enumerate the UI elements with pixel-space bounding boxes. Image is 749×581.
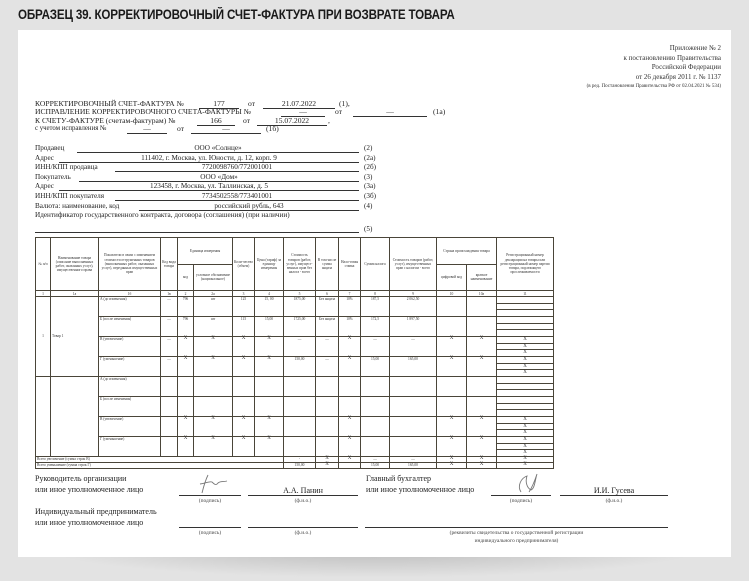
cell-c10 [437,397,467,417]
col-header-country-code: цифровой код [437,264,467,291]
cell-c8: 187,5 [361,297,390,317]
col-header-indicators: Показатели в связи с изменением стоимости отгруженных товаров (выполненных работ, оказанных услуг), переданных имущественных прав [99,238,161,291]
cell-c8: — [361,337,390,357]
head-signature-caption: (подпись) [198,498,222,504]
cell-c3: X [233,417,255,437]
totals-c9: 165,00 [390,463,437,469]
totals-c5: 150,00 [284,463,316,469]
declaration-subcell: X [523,350,527,356]
table-row [36,337,554,357]
seller-value: ООО «Солнце» [77,144,359,153]
cell-c9 [390,377,437,397]
col-header-tax-sum: Сумма налога [361,238,390,291]
cell-c8 [361,397,390,417]
col-header-unit-symbol: условное обозначение (национальное) [194,264,233,291]
cell-c2a [194,397,233,417]
totals-c9: — [390,457,437,463]
cell-c8 [361,417,390,437]
ip-registration-caption-line2: индивидуального предпринимателя) [474,537,559,544]
cell-c9: 165,00 [390,357,437,377]
from-label: от [177,124,185,134]
buyer-code: (3) [364,172,373,181]
totals-c10a: X [467,463,497,469]
cell-c9 [390,417,437,437]
cell-c2a: шт [194,317,233,337]
col-number: 5 [284,291,316,297]
accountant-name-caption: (ф.и.о.) [605,498,623,504]
totals-c5: - [284,457,316,463]
col-number: 7 [339,291,361,297]
correction-code: (1а) [433,107,446,117]
indicator-label: В (увеличение) [99,417,161,437]
base-invoice-date: 15.07.2022 [257,117,327,126]
cell-c8 [361,437,390,457]
cell-c5 [284,437,316,457]
cell-c10 [437,297,467,317]
cell-c2a: X [194,337,233,357]
indicator-label: В (увеличение) [99,337,161,357]
cell-c1v: — [161,297,178,317]
cell-c10: X [437,337,467,357]
accountant-label [366,473,474,495]
invoice-table [35,237,554,469]
indicator-label: Г (уменьшение) [99,437,161,457]
accountant-name-line [560,495,668,496]
cell-c1v: — [161,357,178,377]
indicator-label: А (до изменения) [99,297,161,317]
cell-c2a: шт [194,297,233,317]
col-number: 3 [233,291,255,297]
cell-c7: X [339,437,361,457]
totals-body [36,457,554,469]
ip-signature-caption: (подпись) [198,530,222,536]
cell-c5 [284,377,316,397]
ip-registration-caption [365,530,668,545]
indicator-label: Б (после изменения) [99,317,161,337]
col-header-price: Цена (тариф) за единицу измерения [255,238,284,291]
cell-c8: 172,5 [361,317,390,337]
currency-value: российский рубль, 643 [139,202,359,211]
cell-c1v [161,377,178,397]
col-number: 6 [316,291,339,297]
col-header-tax-rate: Нало-говая ставка [339,238,361,291]
cell-c11 [497,297,554,317]
cell-c6 [316,437,339,457]
declaration-subcell [497,377,553,384]
cell-c2: 796 [178,317,194,337]
appendix-line: от 26 декабря 2011 г. № 1137 [635,72,721,81]
totals-label: Всего уменьшение (сумма строк Г) [36,463,284,469]
cell-c6: — [316,357,339,377]
item-name [51,377,99,457]
buyer-inn-row [35,192,380,202]
totals-c10: X [437,463,467,469]
totals-c8: — [361,457,390,463]
indicator-label: А (до изменения) [99,377,161,397]
col-header-cost-no-tax: Стоимость товаров (работ, услуг), имущест-венных прав без налога - всего [284,238,316,291]
col-header-country-name: краткое наименование [467,264,497,291]
page-title: ОБРАЗЕЦ 39. КОРРЕКТИРОВОЧНЫЙ СЧЕТ-ФАКТУРА ПРИ ВОЗВРАТЕ ТОВАРА [18,7,455,22]
buyer-value: ООО «Дом» [79,173,359,182]
accountant-label-line1: Главный бухгалтер [366,474,431,483]
currency-label: Валюта: наименование, код [35,201,120,210]
cell-c7: 10% [339,297,361,317]
cell-c10a [467,377,497,397]
invoice-code: (1), [339,99,350,108]
from-label: от [335,107,343,117]
contract-id-value [35,224,359,233]
cell-c11 [497,377,554,397]
cell-c10a [467,317,497,337]
cell-c10a [467,297,497,317]
cell-c3: X [233,337,255,357]
head-name-line [248,495,358,496]
accountant-signature-icon [515,470,543,496]
declaration-subcell [497,310,553,316]
cell-c9 [390,397,437,417]
cell-c4 [255,397,284,417]
base-correction-code: (1б) [266,124,279,134]
buyer-inn-code: (3б) [364,191,377,200]
col-number: 1 [36,291,51,297]
cell-c2: X [178,337,194,357]
parties-block [35,144,380,233]
seller-code: (2) [364,144,373,152]
cell-c3: X [233,357,255,377]
cell-c2: X [178,417,194,437]
ip-label-line2: или иное уполномоченное лицо [35,518,144,527]
seller-label: Продавец [35,144,65,152]
buyer-address-value: 123458, г. Москва, ул. Таллинская, д. 5 [59,182,359,191]
base-invoice-number: 166 [197,117,235,126]
from-label: от [248,99,256,108]
cell-c10: X [437,437,467,457]
declaration-subcell [497,390,553,396]
ip-registration-line [365,527,668,528]
cell-c11 [497,337,554,357]
base-correction-date: — [191,125,261,134]
totals-c11: X [497,463,554,469]
cell-c2a [194,377,233,397]
cell-c10: X [437,417,467,437]
declaration-subcell: X [523,430,527,436]
correction-date: — [353,108,427,117]
col-number: 4 [255,291,284,297]
col-number: 1б [99,291,161,297]
cell-c4: X [255,437,284,457]
table-row [36,357,554,377]
currency-row [35,202,380,212]
seller-address-value: 111402, г. Москва, ул. Юности, д. 12, корп. 9 [59,154,359,163]
declaration-subcell: X [523,450,527,456]
declaration-subcell [497,324,553,331]
cell-c7: X [339,337,361,357]
cell-c5: 150,00 [284,357,316,377]
cell-c3: X [233,437,255,457]
head-name-caption: (ф.и.о.) [294,498,312,504]
cell-c11 [497,417,554,437]
accountant-signature-line [491,495,551,496]
cell-c11 [497,317,554,337]
cell-c9: 1 897,50 [390,317,437,337]
cell-c10a: X [467,417,497,437]
cell-c10a: X [467,337,497,357]
declaration-subcell [497,297,553,304]
item-name: Товар 1 [51,297,99,377]
from-label: от [243,115,251,125]
item-number: 1 [36,297,51,377]
head-label-line2: или иное уполномоченное лицо [35,485,144,494]
table-row [36,317,554,337]
currency-code: (4) [364,201,373,210]
base-invoice-label: К СЧЕТУ-ФАКТУРЕ (счетам-фактурам) № [35,115,176,125]
col-header-cost-with-tax: Стоимость товаров (работ, услуг), имущественных прав с налогом - всего [390,238,437,291]
cell-c5 [284,417,316,437]
cell-c2: 796 [178,297,194,317]
declaration-subcell [497,317,553,324]
col-header-unit: Единица измерения [178,238,233,265]
cell-c5 [284,397,316,417]
cell-c6: — [316,337,339,357]
contract-id-label: Идентификатор государственного контракта, договора (соглашения) (при наличии) [35,211,290,220]
invoice-label: КОРРЕКТИРОВОЧНЫЙ СЧЕТ-ФАКТУРА № [35,99,184,108]
head-name: А.А. Панин [283,486,323,495]
contract-id-code: (5) [364,224,373,233]
cell-c9: 2 062,50 [390,297,437,317]
cell-c7 [339,397,361,417]
head-signature-icon [196,473,230,495]
seller-row [35,144,380,154]
declaration-subcell: X [497,364,553,371]
cell-c6: Без акциза [316,317,339,337]
col-number: 1а [51,291,99,297]
table-header-row [36,238,554,265]
base-correction-number: — [127,125,167,134]
totals-c10a: X [467,457,497,463]
base-invoice-tail: , [328,115,330,125]
cell-c10: X [437,357,467,377]
cell-c11 [497,437,554,457]
cell-c2a: X [194,437,233,457]
totals-c11: X [497,457,554,463]
cell-c6: Без акциза [316,297,339,317]
items-body [36,297,554,457]
table-row [36,297,554,317]
buyer-row [35,173,380,183]
col-header-type-code: Код вида товара [161,238,178,291]
indicator-label: Б (после изменения) [99,397,161,417]
col-header-unit-code: код [178,264,194,291]
totals-c7 [339,463,361,469]
declaration-subcell: X [497,444,553,451]
declaration-subcell: X [523,370,527,376]
table-row [36,417,554,437]
col-header-name: Наименование товара (описание выполненных работ, оказанных услуг), имущественного права [51,238,99,291]
appendix-note [587,44,721,92]
cell-c6 [316,397,339,417]
totals-c10: X [437,457,467,463]
cell-c9: — [390,337,437,357]
ip-registration-caption-line1: (реквизиты свидетельства о государственной регистрации [449,530,584,536]
cell-c1v [161,437,178,457]
accountant-signature-caption: (подпись) [509,498,533,504]
col-header-num: № п/п [36,238,51,291]
cell-c7: 10% [339,317,361,337]
head-label [35,473,143,495]
cell-c11 [497,397,554,417]
declaration-subcell: X [497,437,553,444]
appendix-line: Приложение № 2 [669,44,721,52]
col-header-origin: Страна происхождения товара [437,238,497,265]
declaration-subcell: X [497,417,553,424]
col-number: 8 [361,291,390,297]
ip-signature-line [179,527,241,528]
cell-c2 [178,397,194,417]
cell-c3 [233,397,255,417]
invoice-number: 177 [199,100,239,109]
totals-c7: X [339,457,361,463]
head-label-line1: Руководитель организации [35,474,127,483]
cell-c4 [255,377,284,397]
totals-row [36,463,554,469]
seller-address-row [35,154,380,164]
col-number: 10 [437,291,467,297]
declaration-subcell [497,330,553,336]
cell-c3: 115 [233,317,255,337]
contract-id-value-row [35,221,380,233]
col-number: 10а [467,291,497,297]
cell-c7: X [339,357,361,377]
cell-c7: X [339,417,361,437]
base-correction-label: с учетом исправления № [35,125,107,133]
cell-c6 [316,417,339,437]
declaration-subcell [497,384,553,391]
cell-c2a: X [194,357,233,377]
buyer-address-label: Адрес [35,182,55,191]
cell-c3 [233,377,255,397]
cell-c10 [437,317,467,337]
totals-label: Всего увеличение (сумма строк В) [36,457,284,463]
cell-c1v: — [161,317,178,337]
buyer-inn-label: ИНН/КПП покупателя [35,191,105,200]
seller-address-label: Адрес [35,153,55,162]
col-header-declaration: Регистрационный номер декларации на товары или регистрационный номер партии товара, подлежащего прослеживаемости [497,238,554,291]
seller-address-code: (2а) [364,153,376,162]
cell-c10 [437,377,467,397]
accountant-name: И.И. Гусева [593,486,635,495]
seller-inn-code: (2б) [364,163,377,172]
declaration-subcell: X [497,424,553,431]
cell-c2 [178,377,194,397]
invoice-date: 21.07.2022 [263,100,335,109]
buyer-address-row [35,182,380,192]
col-header-excise: В том числе сумма акциза [316,238,339,291]
declaration-subcell [497,397,553,404]
declaration-subcell: X [497,344,553,351]
cell-c1v [161,417,178,437]
cell-c8: 15,00 [361,357,390,377]
cell-c4: 15, 00 [255,297,284,317]
cell-c8 [361,377,390,397]
ip-name-caption: (ф.и.о.) [294,530,312,536]
ip-label-line1: Индивидуальный предприниматель [35,507,157,516]
table-row [36,397,554,417]
col-number: 2 [178,291,194,297]
correction-number: — [281,108,325,117]
cell-c1v: — [161,337,178,357]
ip-label [35,506,157,528]
ip-name-line [248,527,358,528]
correction-label: ИСПРАВЛЕНИЕ КОРРЕКТИРОВОЧНОГО СЧЕТА-ФАКТУРЫ № [35,107,251,117]
appendix-line: Российской Федерации [651,63,721,71]
cell-c5: 1875,00 [284,297,316,317]
cell-c2a: X [194,417,233,437]
cell-c4: X [255,357,284,377]
seller-inn-row [35,163,380,173]
cell-c4: X [255,337,284,357]
cell-c9 [390,437,437,457]
cell-c10a: X [467,357,497,377]
declaration-subcell [497,410,553,416]
appendix-line: к постановлению Правительства [623,53,721,62]
cell-c11 [497,357,554,377]
buyer-inn-value: 7734502558/773401001 [115,192,359,201]
declaration-subcell: X [497,357,553,364]
declaration-subcell: X [497,337,553,344]
cell-c4: 15,00 [255,317,284,337]
table-row [36,437,554,457]
totals-c6: X [316,457,339,463]
seller-inn-value: 7720098760/772001001 [115,163,359,172]
totals-c6: X [316,463,339,469]
col-number: 11 [497,291,554,297]
item-number [36,377,51,457]
col-number: 9 [390,291,437,297]
cell-c1v [161,397,178,417]
declaration-subcell [497,404,553,411]
cell-c10a [467,397,497,417]
contract-id-row [35,211,380,221]
col-number: 1в [161,291,178,297]
cell-c3: 125 [233,297,255,317]
cell-c6 [316,377,339,397]
totals-c8: 15,00 [361,463,390,469]
buyer-label: Покупатель [35,172,71,181]
seller-inn-label: ИНН/КПП продавца [35,163,98,172]
indicator-label: Г (уменьшение) [99,357,161,377]
appendix-revision: (в ред. Постановления Правительства РФ от 02.04.2021 № 534) [586,84,721,89]
col-header-qty: Коли-чество (объем) [233,238,255,291]
declaration-subcell [497,304,553,311]
cell-c2: X [178,357,194,377]
cell-c5: 1725,00 [284,317,316,337]
col-number: 2а [194,291,233,297]
cell-c4: X [255,417,284,437]
cell-c7 [339,377,361,397]
table-row [36,377,554,397]
accountant-label-line2: или иное уполномоченное лицо [366,485,475,494]
cell-c2: X [178,437,194,457]
buyer-address-code: (3а) [364,182,376,191]
invoice-document [18,30,731,557]
head-signature-line [179,495,241,496]
cell-c10a: X [467,437,497,457]
cell-c5: — [284,337,316,357]
